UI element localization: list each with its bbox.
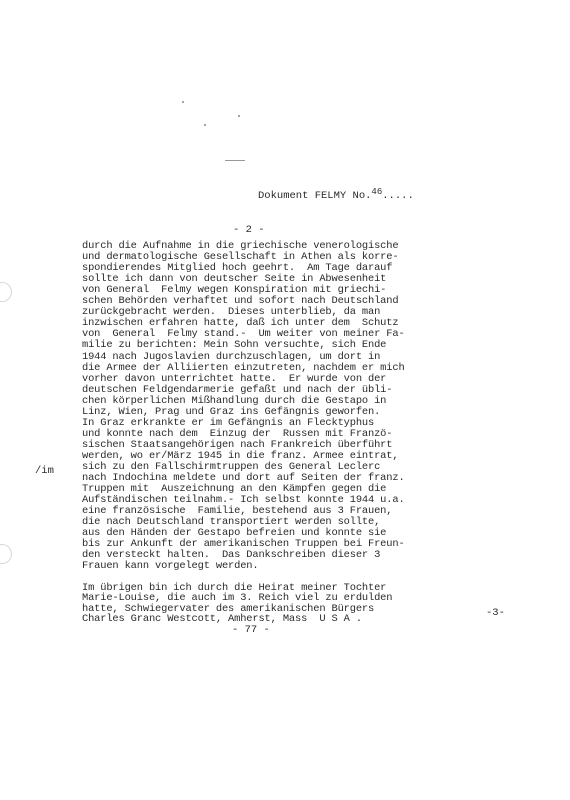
body-text-line: Truppen mit Auszeichnung an den Kämpfen gegen die bbox=[82, 483, 387, 496]
next-page-marker: -3- bbox=[486, 607, 505, 619]
body-text-line: Charles Granc Westcott, Amherst, Mass U S A . bbox=[82, 613, 362, 626]
document-reference bbox=[258, 187, 414, 202]
body-text-line: In Graz erkrankte er im Gefängnis an Flecktyphus bbox=[82, 416, 375, 429]
body-text-line: und dermatologische Gesellschaft in Athen als korre- bbox=[82, 251, 399, 264]
body-text-line: Marie-Louise, die auch im 3. Reich viel zu erdulden bbox=[82, 592, 393, 605]
body-text-line: nach Indochina meldete und dort auf Seiten der franz. bbox=[82, 472, 405, 485]
folio-number: - 77 - bbox=[232, 624, 270, 636]
page-indicator: - 2 - bbox=[233, 224, 265, 236]
body-text-line: den versteckt halten. Das Dankschreiben dieser 3 bbox=[82, 549, 381, 562]
scan-speck bbox=[182, 101, 184, 103]
document-reference-label: Dokument FELMY No. bbox=[258, 190, 372, 202]
body-text-line: sich zu den Fallschirmtruppen des General Leclerc bbox=[82, 461, 381, 473]
body-text-line: vorher davon unterrichtet hatte. Er wurde von der bbox=[82, 372, 387, 385]
document-reference-suffix: ..... bbox=[382, 190, 414, 202]
body-text-line: schen Behörden verhaftet und sofort nach Deutschland bbox=[82, 295, 399, 308]
body-text-line: eine französische Familie, bestehend aus 3 Frauen, bbox=[82, 505, 393, 518]
scan-smudge bbox=[225, 160, 245, 161]
body-text-line: deutschen Feldgendarmerie gefaßt und nach der übli- bbox=[82, 383, 393, 396]
body-text-line: Im übrigen bin ich durch die Heirat meiner Tochter bbox=[82, 581, 387, 594]
body-text-line: werden, wo er/März 1945 in die franz. Armee eintrat, bbox=[82, 449, 399, 462]
body-text-line: chen körperlichen Mißhandlung durch die Gestapo in bbox=[82, 394, 387, 407]
punch-hole-mark bbox=[0, 282, 12, 302]
body-text-line: durch die Aufnahme in die griechische venerologische bbox=[82, 240, 399, 252]
body-text-line: die Armee der Alliierten einzutreten, nachdem er mich bbox=[82, 361, 405, 374]
body-text-line: hatte, Schwiegervater des amerikanischen Bürgers bbox=[82, 602, 375, 615]
margin-note: /im bbox=[35, 465, 54, 477]
body-text-line: Frauen kann vorgelegt werden. bbox=[82, 560, 259, 573]
body-text-line: milie zu berichten: Mein Sohn versuchte, sich Ende bbox=[82, 339, 387, 352]
body-text-line: spondierendes Mitglied hoch geehrt. Am Tage darauf bbox=[82, 262, 393, 275]
body-text-line: aus den Händen der Gestapo befreien und konnte sie bbox=[82, 527, 387, 540]
body-text-line: zurückgebracht werden. Dieses unterblieb, da man bbox=[82, 306, 381, 319]
scan-speck bbox=[238, 115, 240, 117]
body-text-line: inzwischen erfahren hatte, daß ich unter dem Schutz bbox=[82, 317, 399, 330]
body-text-line: die nach Deutschland transportiert werden sollte, bbox=[82, 516, 381, 529]
body-text-line: 1944 nach Jugoslavien durchzuschlagen, um dort in bbox=[82, 350, 381, 363]
body-text-line: und konnte nach dem Einzug der Russen mit Franzö- bbox=[82, 427, 393, 440]
body-text-line: von General Felmy wegen Konspiration mit griechi- bbox=[82, 284, 387, 297]
punch-hole-mark bbox=[0, 544, 12, 564]
scan-speck bbox=[204, 124, 206, 126]
body-text-line: Aufständischen teilnahm.- Ich selbst konnte 1944 u.a. bbox=[82, 494, 405, 507]
body-text-line: bis zur Ankunft der amerikanischen Truppen bei Freun- bbox=[82, 538, 405, 551]
document-reference-number: 46 bbox=[371, 187, 383, 197]
body-text-line: sollte ich dann von deutscher Seite in Abwesenheit bbox=[82, 273, 387, 286]
body-text-line: Linz, Wien, Prag und Graz ins Gefängnis geworfen. bbox=[82, 405, 381, 418]
body-text-line: sischen Staatsangehörigen nach Frankreich überführt bbox=[82, 438, 393, 451]
body-text-line: von General Felmy stand.- Um weiter von meiner Fa- bbox=[82, 328, 405, 341]
